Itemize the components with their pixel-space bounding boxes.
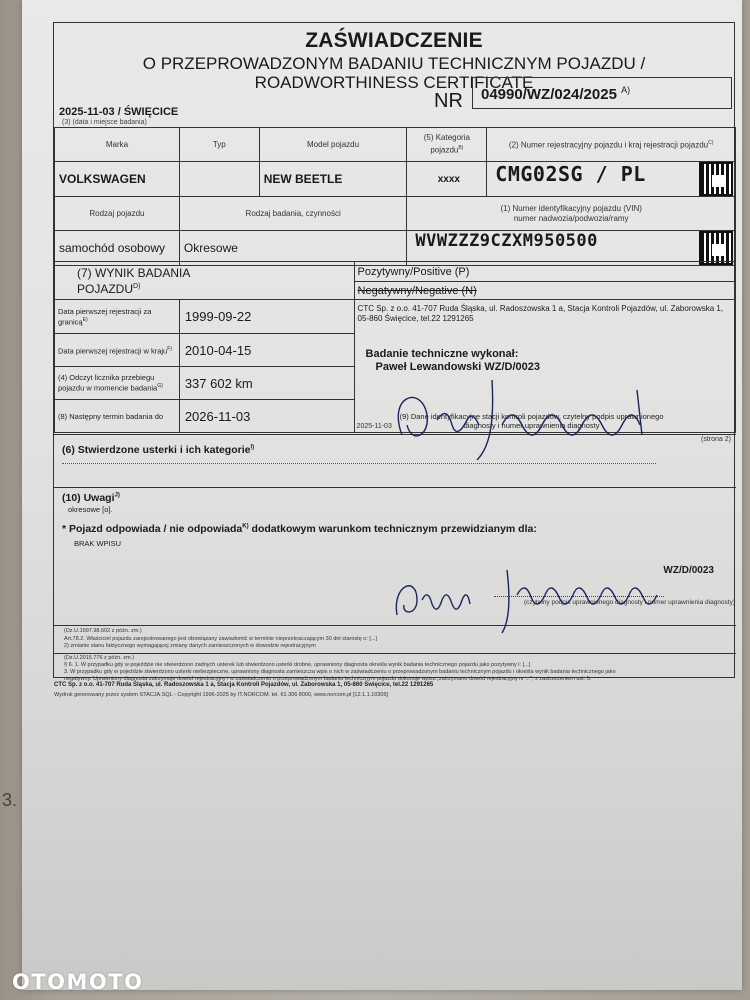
odometer-value: 337 602 km	[179, 367, 354, 400]
date-label-0: Data pierwszej rejestracji za granicą$^{E)}$	[55, 300, 180, 334]
footer-company: CTC Sp. z o.o. 41-707 Ruda Śląska, ul. Radoszowska 1 a, Stacja Kontroli Pojazdów, ul. Zaborowska 1, 05-860 Święcice, tel.22 1291265	[54, 682, 434, 688]
signature-line	[494, 596, 664, 597]
law-excerpt-2: (Dz.U.2015.776 z późn. zm.) § 6. 1. W przypadku gdy w pojeździe nie stwierdzono żadnych usterek lub stwierdzono usterki drobne, uprawniony diagnosta określa wynik badania technicznego pojazdu jako pozytywny i: [...] 3. W przypadku gdy w pojeździe stwierdzono usterki niebezpieczne, uprawniony diagnosta zamieszcza wpis o nich w zaświadczeniu o przeprowadzonym badaniu technicznym pojazdu i określa wynik badania technicznego jako negatywny. Uprawniony diagnosta zatrzymuje dowód rejestracyjny i w zaświadczeniu o przeprowadzonym badaniu technicznym pojazdu dokonuje wpisu „zatrzymano dowód rejestracyjny nr ...", z zastrzeżeniem ust. 5.	[54, 653, 736, 679]
footer-generated: Wydruk generowany przez system STACJA.SQL - Copyright 1996-2025 by IT.NORCOM, tel. 61 306 8000, www.norcom.pl [12.1.1.10305]	[54, 692, 389, 698]
result-positive: Pozytywny/Positive (P)	[354, 262, 735, 282]
kategoria-header: (5) Kategoria pojazdu$^{B)}$	[407, 128, 487, 162]
otomoto-watermark: OTOMOTO	[12, 970, 144, 994]
signature-caption: (9) Dane identyfikacyjne stacji kontroli pojazdów, czytelny podpis uprawnionego diagnosty i numer uprawnienia diagnosty	[399, 412, 664, 430]
marka-value: VOLKSWAGEN	[55, 162, 180, 197]
date-value-0: 1999-09-22	[179, 300, 354, 334]
result-negative: Negatywny/Negative (N)	[354, 282, 735, 300]
certificate-title: ZAŚWIADCZENIE	[305, 29, 483, 52]
vehicle-table	[54, 127, 736, 266]
certificate-frame	[53, 22, 736, 682]
remarks-section	[54, 487, 736, 625]
defects-dotted-line	[62, 463, 656, 464]
next-inspection-value: 2026-11-03	[179, 400, 354, 433]
qr-code-icon	[699, 231, 733, 265]
date-place: 2025-11-03 / ŚWIĘCICE	[59, 106, 179, 118]
result-table	[54, 261, 736, 443]
remarks-label: (10) Uwagi$^{J)}$	[62, 492, 120, 504]
date-label-1: Data pierwszej rejestracji w kraju$^{F)}$	[55, 334, 180, 367]
next-inspection-label: (8) Następny termin badania do	[55, 400, 180, 433]
rodzaj-badania-value: Okresowe	[179, 231, 407, 266]
rodzaj-header: Rodzaj pojazdu	[55, 197, 180, 231]
date-value-1: 2010-04-15	[179, 334, 354, 367]
date-place-caption: (3) (data i miejsce badania)	[62, 119, 147, 126]
vehicle-conformity: * Pojazd odpowiada / nie odpowiada$^{K)}$ dodatkowym warunkom technicznym przewidzianym dla:	[62, 523, 537, 535]
certificate-paper	[22, 0, 742, 990]
subtitle-line-1: O PRZEPROWADZONYM BADANIU TECHNICZNYM POJAZDU /	[142, 54, 646, 73]
diagnostician-code: WZ/D/0023	[663, 565, 714, 576]
registration-value: CMG02SG / PL	[495, 162, 646, 186]
no-entry: BRAK WPISU	[74, 539, 122, 548]
margin-mark: 3.	[2, 790, 18, 810]
marka-header: Marka	[55, 128, 180, 162]
registration-header: (2) Numer rejestracyjny pojazdu i kraj rejestracji pojazdu$^{C)}$	[487, 128, 736, 162]
executed-by: Paweł Lewandowski WZ/D/0023	[375, 361, 540, 373]
typ-header: Typ	[179, 128, 259, 162]
vin-value: WVWZZZ9CZXM950500	[415, 231, 598, 251]
certificate-number	[472, 77, 732, 109]
defects-label: (6) Stwierdzone usterki i ich kategorie$^{I)}$	[62, 444, 255, 456]
result-label: (7) WYNIK BADANIA $POJAZDU^{D)}$	[55, 262, 355, 300]
station-box	[354, 300, 735, 443]
model-value: NEW BEETLE	[259, 162, 407, 197]
nr-label: NR	[434, 90, 463, 112]
kategoria-value: xxxx	[407, 162, 487, 197]
remarks-value: okresowe [o].	[68, 505, 113, 514]
subtitle-line-2: ROADWORTHINESS CERTIFICATE	[254, 73, 534, 92]
certificate-number-value: 04990/WZ/024/2025	[481, 86, 617, 103]
signature-date: 2025-11-03	[356, 423, 392, 430]
rodzaj-value: samochód osobowy	[55, 231, 180, 266]
signature-caption-2: (czytelny podpis uprawnionego diagnosty i numer uprawnienia diagnosty)	[524, 599, 736, 606]
law-excerpt-1: (Dz.U.1997.98.602 z późn. zm.) Art.78.2. Właściciel pojazdu zarejestrowanego jest obowiązany zawiadomić w terminie nieprzekraczającym 30 dni starostę o: [...] 2) zmianie stanu faktycznego wymagającej zmiany danych zamieszczonych w dowodzie rejestracyjnym	[54, 625, 736, 653]
vin-header: (1) Numer identyfikacyjny pojazdu (VIN) numer nadwozia/podwozia/ramy	[407, 197, 736, 231]
page-number: (strona 2)	[701, 436, 731, 443]
model-header: Model pojazdu	[259, 128, 407, 162]
defects-section	[54, 434, 736, 487]
qr-code-icon	[699, 162, 733, 196]
odometer-label: (4) Odczyt licznika przebiegu pojazdu w momencie badania$^{G)}$	[55, 367, 180, 400]
station-address: CTC Sp. z o.o. 41-707 Ruda Śląska, ul. Radoszowska 1 a, Stacja Kontroli Pojazdów, ul. Zaborowska 1, 05-860 Święcice, tel.22 1291265	[357, 304, 724, 323]
executed-label: Badanie techniczne wykonał:	[365, 348, 519, 360]
typ-value	[179, 162, 259, 197]
rodzaj-badania-header: Rodzaj badania, czynności	[179, 197, 407, 231]
certificate-number-sup: A)	[621, 85, 631, 95]
registration-cell	[487, 162, 736, 197]
